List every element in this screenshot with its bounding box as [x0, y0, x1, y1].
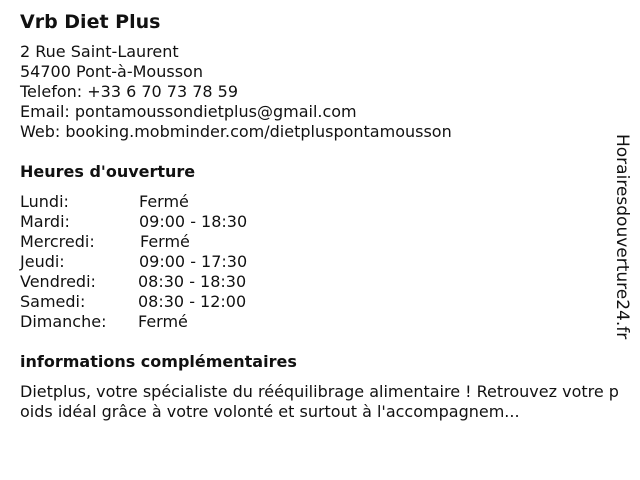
business-card: [20, 10, 620, 422]
hours-table: [20, 192, 620, 332]
hours-row-samedi: [20, 292, 620, 312]
hours-row-mercredi: [20, 232, 620, 252]
hours-value: 08:30 - 18:30: [138, 272, 247, 291]
hours-row-lundi: [20, 192, 620, 212]
hours-day-label: Samedi:: [20, 292, 86, 311]
email-line: Email: pontamoussondietplus@gmail.com: [20, 102, 357, 121]
hours-value: Fermé: [139, 192, 189, 211]
hours-day-label: Vendredi:: [20, 272, 96, 291]
hours-day-label: Lundi:: [20, 192, 69, 211]
hours-heading: Heures d'ouverture: [20, 162, 196, 181]
phone-line: Telefon: +33 6 70 73 78 59: [20, 82, 239, 101]
hours-value: 09:00 - 17:30: [139, 252, 248, 271]
info-heading: informations complémentaires: [20, 352, 297, 371]
hours-row-jeudi: [20, 252, 620, 272]
site-watermark: Horairesdouverture24.fr: [612, 134, 632, 340]
hours-value: 08:30 - 12:00: [138, 292, 247, 311]
hours-day-label: Dimanche:: [20, 312, 107, 331]
web-line: Web: booking.mobminder.com/dietpluspontamousson: [20, 122, 452, 141]
hours-day-label: Mercredi:: [20, 232, 95, 251]
info-description: Dietplus, votre spécialiste du rééquilibrage alimentaire ! Retrouvez votre poids idéal grâce à votre volonté et surtout à l'accompagnem...: [20, 382, 619, 421]
business-name: Vrb Diet Plus: [20, 11, 161, 33]
hours-row-dimanche: [20, 312, 620, 332]
hours-value: Fermé: [138, 312, 188, 331]
address-city: 54700 Pont-à-Mousson: [20, 62, 203, 81]
hours-row-mardi: [20, 212, 620, 232]
hours-value: Fermé: [140, 232, 190, 251]
hours-day-label: Mardi:: [20, 212, 70, 231]
hours-row-vendredi: [20, 272, 620, 292]
hours-value: 09:00 - 18:30: [139, 212, 248, 231]
address-street: 2 Rue Saint-Laurent: [20, 42, 179, 61]
hours-day-label: Jeudi:: [20, 252, 65, 271]
